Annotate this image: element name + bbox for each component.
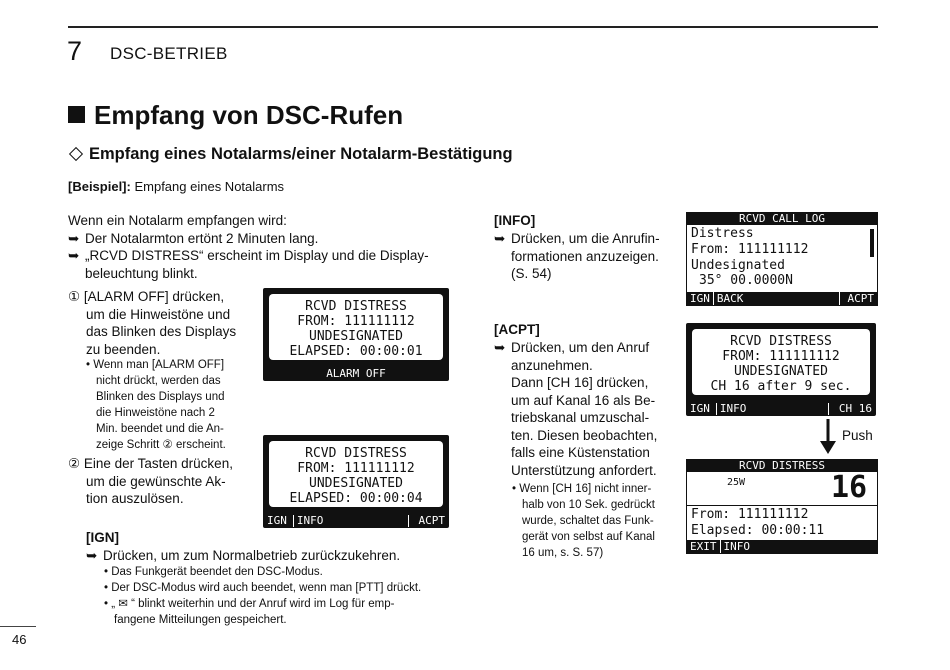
lcd-screen: RCVD DISTRESS FROM: 111111112 UNDESIGNATED ELAPSED: 00:00:01 <box>269 294 443 360</box>
diamond-bullet-icon <box>69 147 83 161</box>
softkey-bar <box>687 292 877 305</box>
acpt-notes: • Wenn [CH 16] nicht inner- halb von 10 Sek. gedrückt wurde, schaltet das Funk- gerät von selbst auf Kanal 16 um, s. S. 57) <box>512 483 655 559</box>
lcd-accept-screen <box>686 323 876 416</box>
lcd-screen: RCVD DISTRESS FROM: 111111112 UNDESIGNATED CH 16 after 9 sec. <box>692 329 870 395</box>
down-arrow-icon <box>818 419 838 455</box>
square-bullet-icon <box>68 106 85 123</box>
softkey-info[interactable]: INFO <box>293 515 324 527</box>
softkey-info[interactable]: INFO <box>720 540 754 553</box>
push-label: Push <box>842 428 873 443</box>
lcd-call-log: RCVD CALL LOG Distress From: 111111112 Undesignated 35° 00.0000N IGN BACK ACPT <box>686 212 878 306</box>
softkey-alarm-off[interactable]: ALARM OFF <box>326 367 386 380</box>
info-label: [INFO] <box>494 213 536 228</box>
ign-label: [IGN] <box>86 530 119 545</box>
intro-text: Wenn ein Notalarm empfangen wird: <box>68 213 287 228</box>
softkey-bar <box>687 540 877 553</box>
softkey-bar <box>267 515 445 527</box>
arrow-icon: ➥ <box>494 231 506 246</box>
lcd-screen: RCVD DISTRESS FROM: 111111112 UNDESIGNATED ELAPSED: 00:00:04 <box>269 441 443 507</box>
intro-block <box>68 212 468 282</box>
example-line: [Beispiel]: Empfang eines Notalarms <box>68 179 285 194</box>
lcd-alarm-screen <box>263 288 449 381</box>
step-1: ① [ALARM OFF] drücken, um die Hinweistöne und das Blinken des Displays zu beenden. <box>68 289 237 357</box>
power-level: 25W <box>727 477 746 488</box>
page-number: 46 <box>12 632 27 647</box>
arrow-icon: ➥ <box>68 230 80 246</box>
softkey-back[interactable]: BACK <box>713 292 747 305</box>
step-1-notes: • Wenn man [ALARM OFF] nicht drückt, werden das Blinken des Displays und die Hinweistöne nach 2 Min. beendet und die An- zeige Schritt ② erscheint. <box>86 359 226 451</box>
softkey-info[interactable]: INFO <box>716 403 747 415</box>
bullet-item: ➥ „RCVD DISTRESS“ erscheint im Display und die Display- <box>68 248 429 263</box>
section-title: Empfang eines Notalarms/einer Notalarm-Bestätigung <box>68 145 513 164</box>
softkey-bar <box>690 403 872 415</box>
ign-notes: • Das Funkgerät beendet den DSC-Modus. • Der DSC-Modus wird auch beendet, wenn man [PTT] drückt. • „ ✉ “ blinkt weiterhin und der Anruf wird im Log für emp- fangene Mitteilungen gespeichert. <box>104 566 422 626</box>
chapter-number: 7 <box>67 36 83 66</box>
info-text: ➥ Drücken, um die Anrufin- formationen anzuzeigen. (S. 54) <box>494 231 660 281</box>
softkey-acpt[interactable]: ACPT <box>839 292 878 305</box>
acpt-text: ➥ Drücken, um den Anruf anzunehmen. Dann [CH 16] drücken, um auf Kanal 16 als Be- triebskanal umzuschal- ten. Diesen beobachten, falls eine Küstenstation Unterstützung anfordert. <box>494 340 658 478</box>
ign-text: ➥ Drücken, um zum Normalbetrieb zurückzukehren. <box>86 548 401 563</box>
softkey-ign[interactable]: IGN <box>690 402 710 415</box>
arrow-icon: ➥ <box>68 248 80 263</box>
lcd-divider <box>687 505 877 506</box>
step-2: ② Eine der Tasten drücken, um die gewünschte Ak- tion auszulösen. <box>68 456 233 506</box>
lcd-action-screen <box>263 435 449 528</box>
softkey-ign[interactable]: IGN <box>267 514 287 527</box>
chapter-title: DSC-BETRIEB <box>110 44 228 63</box>
bullet-continuation: beleuchtung blinkt. <box>85 265 198 281</box>
lcd-channel-screen: RCVD DISTRESS 25W 16 From: 111111112 Elapsed: 00:00:11 EXIT INFO <box>686 459 878 554</box>
page-title: Empfang von DSC-Rufen <box>68 100 403 131</box>
page-number-rule <box>0 626 36 627</box>
arrow-icon: ➥ <box>86 548 98 563</box>
softkey-bar <box>267 368 445 380</box>
softkey-acpt[interactable]: ACPT <box>408 515 446 527</box>
lcd-header: RCVD CALL LOG <box>687 213 877 225</box>
channel-number: 16 <box>831 470 868 505</box>
softkey-ch16[interactable]: CH 16 <box>828 403 872 415</box>
arrow-icon: ➥ <box>494 340 506 355</box>
top-rule <box>68 26 878 28</box>
softkey-ign[interactable]: IGN <box>690 292 710 305</box>
bullet-item: ➥ Der Notalarmton ertönt 2 Minuten lang. <box>68 230 319 246</box>
acpt-label: [ACPT] <box>494 322 540 337</box>
softkey-exit[interactable]: EXIT <box>690 540 717 553</box>
lcd-header: RCVD DISTRESS <box>687 460 877 472</box>
scrollbar[interactable] <box>870 229 874 257</box>
